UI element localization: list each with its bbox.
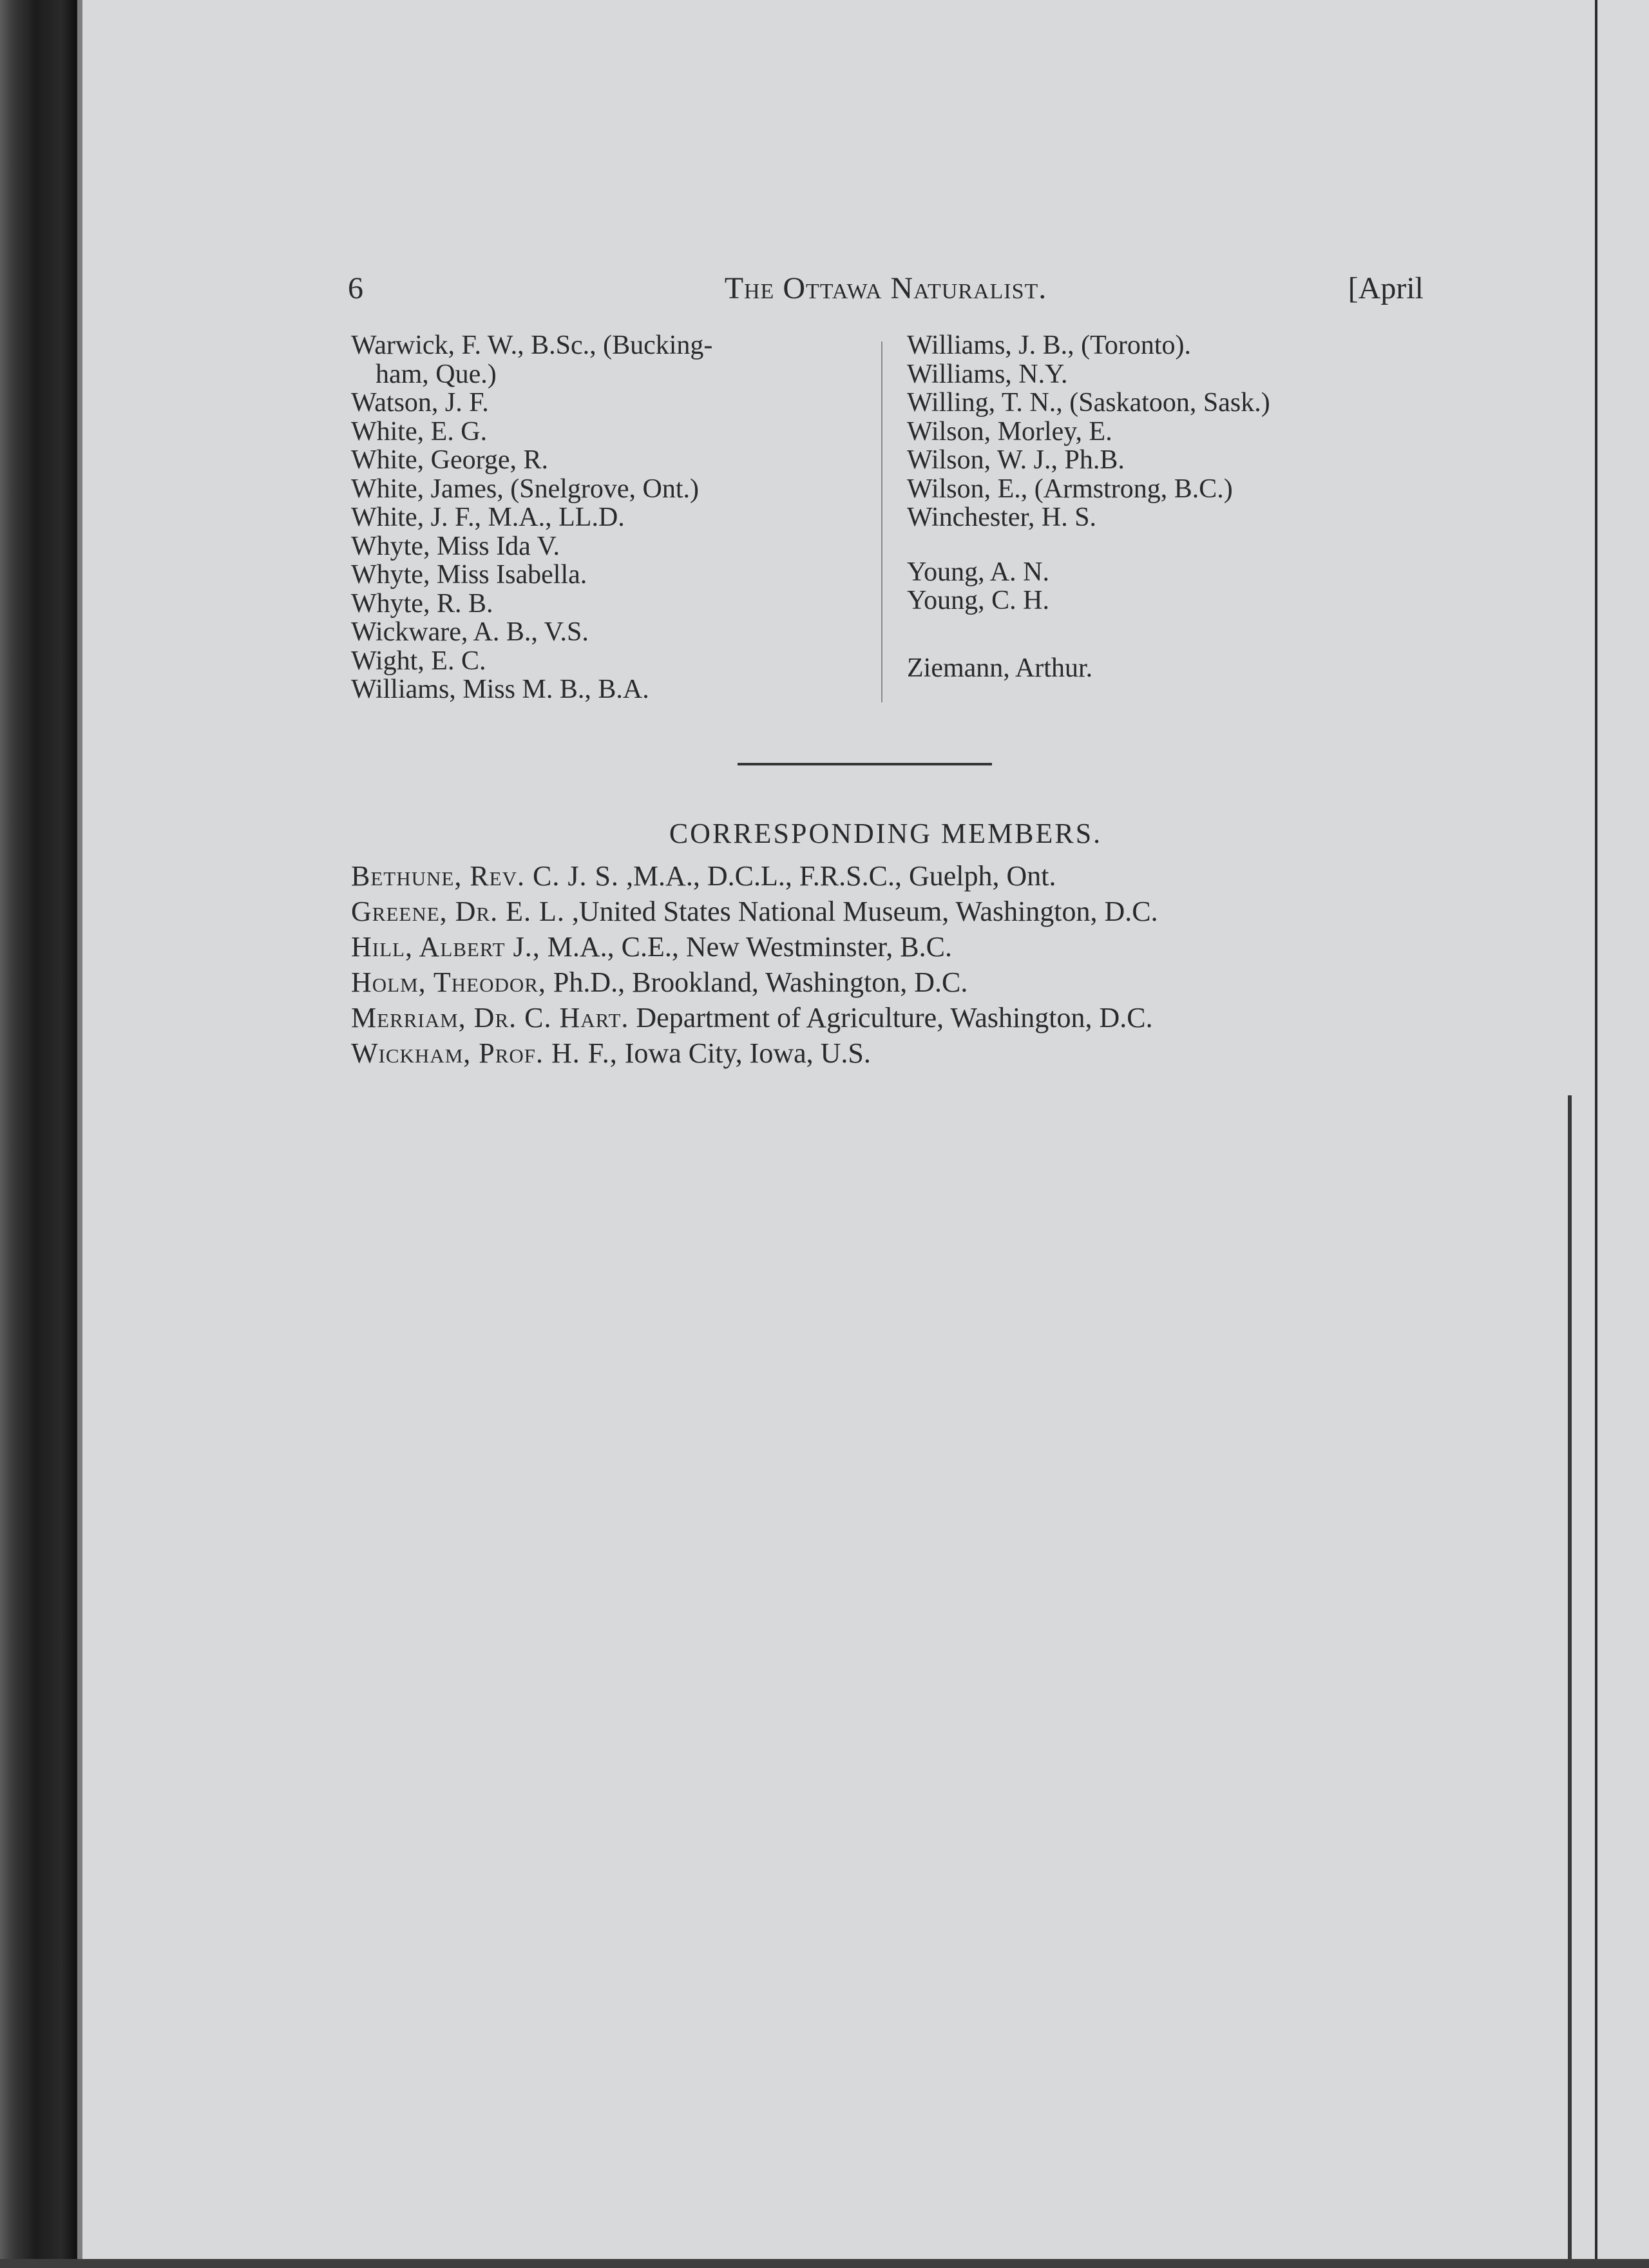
corresponding-member: [351, 858, 1158, 894]
member-entry: Wilson, W. J., Ph.B.: [907, 445, 1125, 475]
corresponding-member: [351, 1000, 1158, 1035]
member-entry: Wilson, E., (Armstrong, B.C.): [907, 474, 1233, 504]
right-inner-edge-line: [1568, 1095, 1572, 2268]
member-name: Holm, Theodor,: [351, 966, 546, 998]
member-entry: Willing, T. N., (Saskatoon, Sask.): [907, 388, 1270, 418]
corresponding-member: [351, 965, 1158, 1000]
member-details: Ph.D., Brookland, Washington, D.C.: [553, 966, 968, 998]
column-divider: [881, 341, 882, 702]
member-name: Wickham, Prof. H. F.,: [351, 1037, 618, 1069]
issue-month: [April: [1348, 271, 1424, 305]
running-title: The Ottawa Naturalist.: [724, 271, 1047, 305]
corresponding-member: [351, 1035, 1158, 1071]
member-entry: White, James, (Snelgrove, Ont.): [351, 474, 700, 504]
page-header: [348, 271, 1424, 316]
member-details: ,United States National Museum, Washington, D.C.: [571, 896, 1158, 927]
member-entry: Williams, N.Y.: [907, 359, 1068, 389]
member-entry: White, George, R.: [351, 445, 548, 475]
right-page-edge-line: [1595, 0, 1597, 2268]
section-gap: [907, 532, 1435, 558]
member-entry: Williams, J. B., (Toronto).: [907, 331, 1191, 360]
member-entry: Whyte, Miss Ida V.: [351, 531, 560, 561]
corresponding-member: [351, 929, 1158, 965]
spine-edge: [77, 0, 82, 2268]
member-name: Bethune, Rev. C. J. S.: [351, 860, 619, 892]
member-entry-continuation: ham, Que.): [376, 359, 497, 389]
book-spine-shadow: [0, 0, 82, 2268]
member-entry: Wickware, A. B., V.S.: [351, 617, 589, 647]
member-entry: Wight, E. C.: [351, 646, 486, 676]
corresponding-member: [351, 894, 1158, 929]
member-details: Department of Agriculture, Washington, D.C.: [636, 1002, 1153, 1033]
member-entry: White, J. F., M.A., LL.D.: [351, 503, 625, 532]
section-rule: [738, 763, 992, 765]
member-name: Hill, Albert J.,: [351, 931, 540, 963]
member-name: Greene, Dr. E. L.: [351, 896, 565, 927]
page-number: 6: [348, 271, 363, 305]
member-entry: Young, A. N.: [907, 557, 1049, 587]
member-entry: Williams, Miss M. B., B.A.: [351, 675, 649, 704]
member-details: M.A., C.E., New Westminster, B.C.: [547, 931, 952, 963]
member-entry: White, E. G.: [351, 416, 488, 447]
corresponding-members-list: [351, 858, 1158, 1071]
section-heading: CORRESPONDING MEMBERS.: [669, 818, 1103, 849]
section-gap: [907, 615, 1435, 654]
member-details: Iowa City, Iowa, U.S.: [624, 1037, 871, 1069]
member-entry: Ziemann, Arthur.: [907, 653, 1093, 683]
member-entry: Winchester, H. S.: [907, 503, 1097, 532]
members-column-left: [351, 331, 841, 704]
member-entry: Wilson, Morley, E.: [907, 416, 1112, 447]
member-name: Merriam, Dr. C. Hart.: [351, 1002, 629, 1033]
member-entry: Whyte, R. B.: [351, 588, 493, 619]
member-details: ,M.A., D.C.L., F.R.S.C., Guelph, Ont.: [625, 860, 1056, 892]
bottom-page-edge: [0, 2259, 1649, 2268]
member-entry: Warwick, F. W., B.Sc., (Bucking-: [351, 331, 713, 360]
member-entry: Watson, J. F.: [351, 388, 489, 418]
members-column-right: [907, 331, 1435, 682]
member-entry: Young, C. H.: [907, 586, 1049, 615]
member-entry: Whyte, Miss Isabella.: [351, 560, 587, 590]
